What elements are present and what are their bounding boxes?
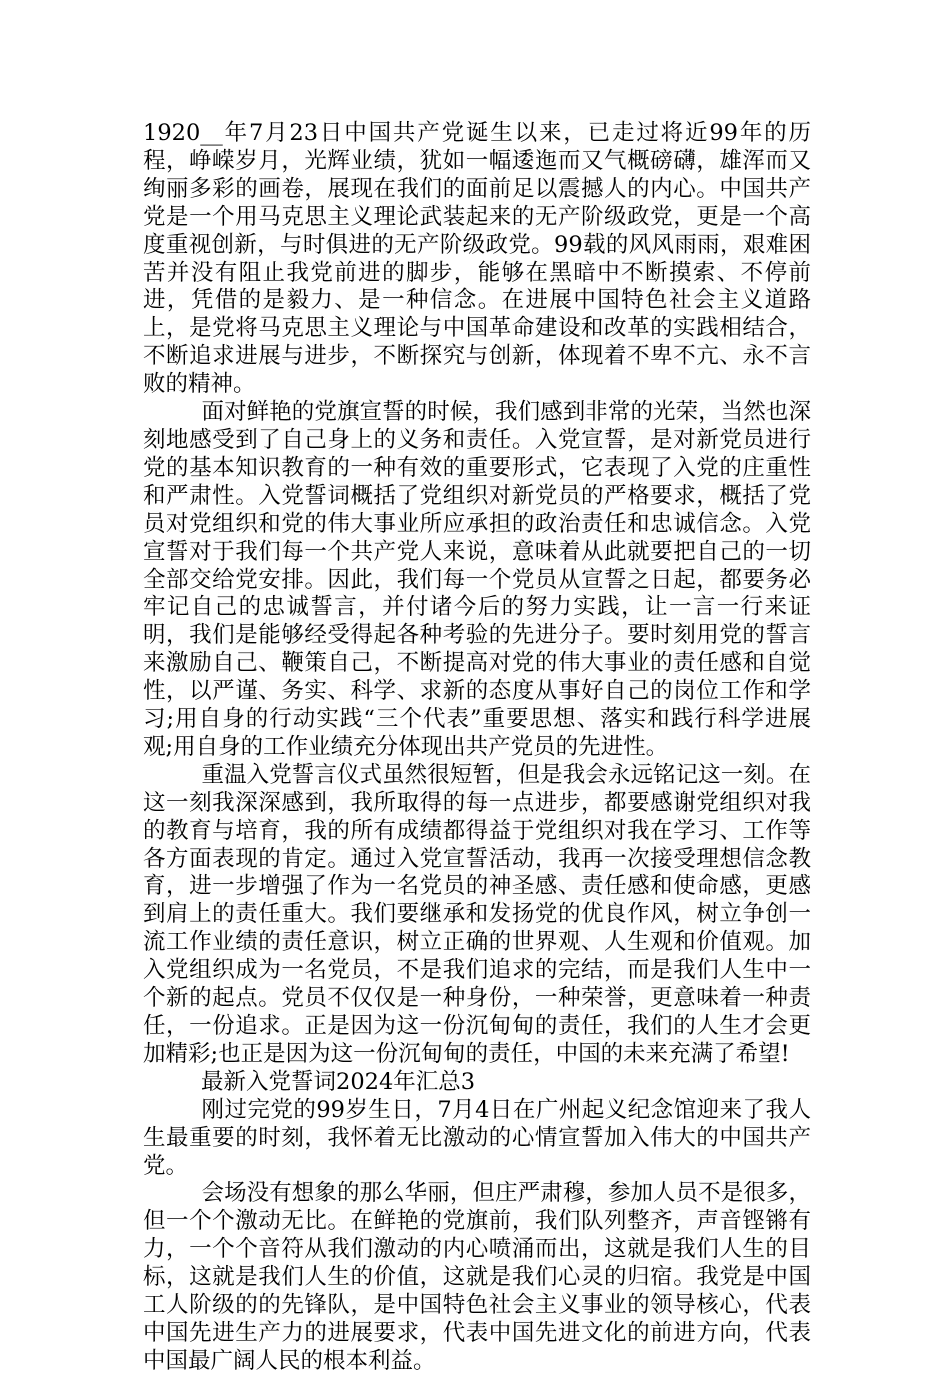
document-page [143, 120, 811, 1376]
paragraph-oath-meaning: 面对鲜艳的党旗宣誓的时候，我们感到非常的光荣，当然也深刻地感受到了自己身上的义务和责任。入党宣誓，是对新党员进行党的基本知识教育的一种有效的重要形式，它表现了入党的庄重性和严肃性。入党誓词概括了党组织对新党员的严格要求，概括了党员对党组织和党的伟大事业所应承担的政治责任和忠诚信念。入党宣誓对于我们每一个共产党人来说，意味着从此就要把自己的一切全部交给党安排。因此，我们每一个党员从宣誓之日起，都要务必牢记自己的忠诚誓言，并付诸今后的努力实践，让一言一行来证明，我们是能够经受得起各种考验的先进分子。要时刻用党的誓言来激励自己、鞭策自己，不断提高对党的伟大事业的责任感和自觉性，以严谨、务实、科学、求新的态度从事好自己的岗位工作和学习;用自身的行动实践“三个代表”重要思想、落实和践行科学进展观;用自身的工作业绩充分体现出共产党员的先进性。 [143, 399, 811, 760]
paragraph-birthday-oath: 刚过完党的99岁生日，7月4日在广州起义纪念馆迎来了我人生最重要的时刻，我怀着无比激动的心情宣誓加入伟大的中国共产党。 [143, 1096, 811, 1179]
paragraph-venue-description: 会场没有想象的那么华丽，但庄严肃穆，参加人员不是很多，但一个个激动无比。在鲜艳的党旗前，我们队列整齐，声音铿锵有力，一个个音符从我们激动的内心喷涌而出，这就是我们人生的目标，这就是我们人生的价值，这就是我们心灵的归宿。我党是中国工人阶级的的先锋队，是中国特色社会主义事业的领导核心，代表中国先进生产力的进展要求，代表中国先进文化的前进方向，代表中国最广阔人民的根本利益。 [143, 1180, 811, 1374]
paragraph-party-history: 1920__年7月23日中国共产党诞生以来，已走过将近99年的历程，峥嵘岁月，光辉业绩，犹如一幅逶迤而又气概磅礴，雄浑而又绚丽多彩的画卷，展现在我们的面前足以震撼人的内心。中国共产党是一个用马克思主义理论武装起来的无产阶级政党，更是一个高度重视创新，与时俱进的无产阶级政党。99载的风风雨雨，艰难困苦并没有阻止我党前进的脚步，能够在黑暗中不断摸索、不停前进，凭借的是毅力、是一种信念。在进展中国特色社会主义道路上，是党将马克思主义理论与中国革命建设和改革的实践相结合，不断追求进展与进步，不断探究与创新，体现着不卑不亢、永不言败的精神。 [143, 120, 811, 398]
section-heading: 最新入党誓词2024年汇总3 [201, 1068, 476, 1095]
paragraph-oath-reflection: 重温入党誓言仪式虽然很短暂，但是我会永远铭记这一刻。在这一刻我深深感到，我所取得的每一点进步，都要感谢党组织对我的教育与培育，我的所有成绩都得益于党组织对我在学习、工作等各方面表现的肯定。通过入党宣誓活动，我再一次接受理想信念教育，进一步增强了作为一名党员的神圣感、责任感和使命感，更感到肩上的责任重大。我们要继承和发扬党的优良作风，树立争创一流工作业绩的责任意识，树立正确的世界观、人生观和价值观。加入党组织成为一名党员，不是我们追求的完结，而是我们人生中一个新的起点。党员不仅仅是一种身份，一种荣誉，更意味着一种责任，一份追求。正是因为这一份沉甸甸的责任，我们的人生才会更加精彩;也正是因为这一份沉甸甸的责任，中国的未来充满了希望! [143, 761, 811, 1067]
